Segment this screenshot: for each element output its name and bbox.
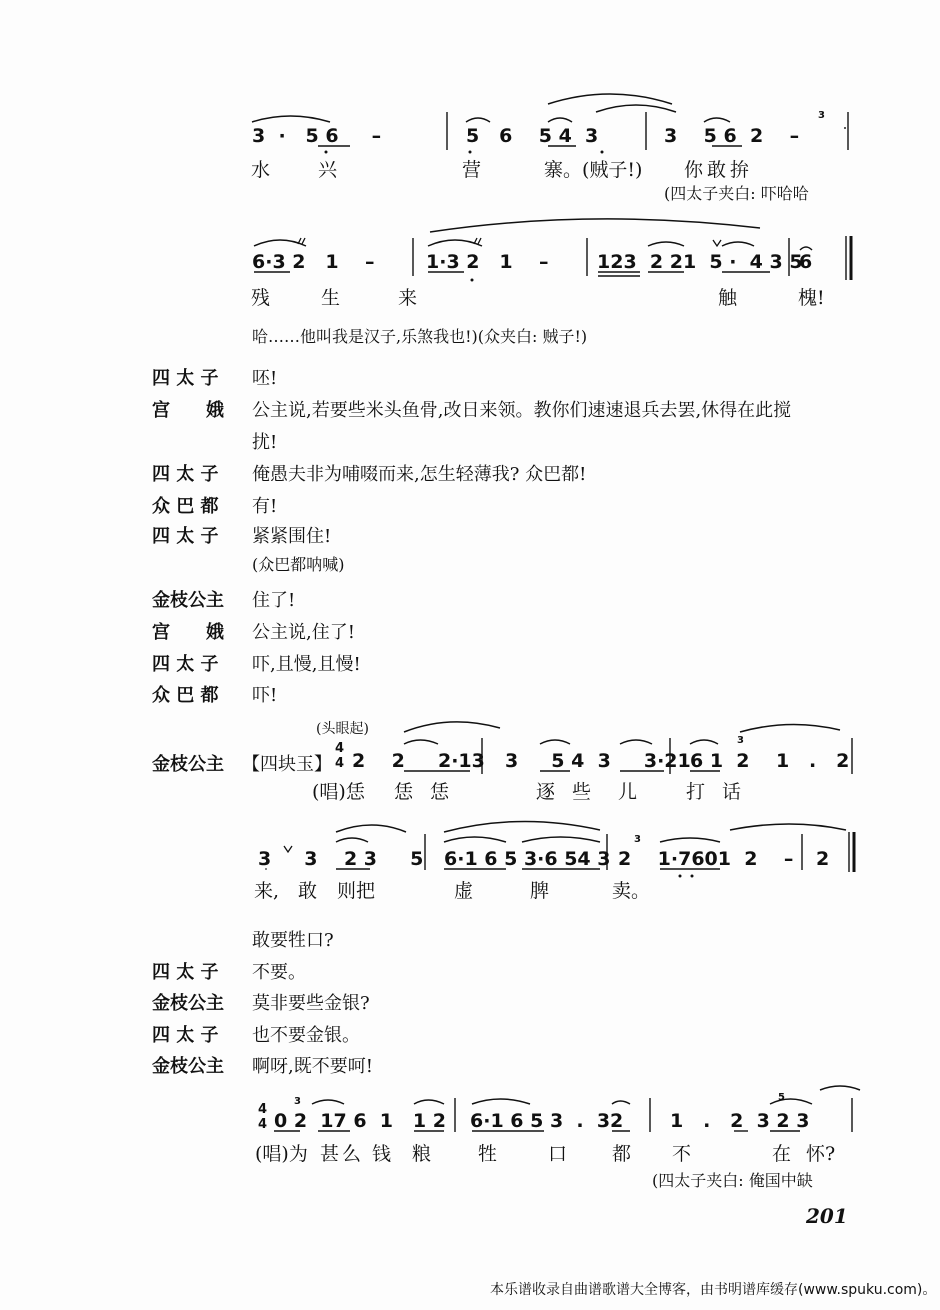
lyric: 触 — [718, 287, 738, 309]
speaker: 众 巴 都 — [152, 496, 219, 517]
notation-line: 5 6 5 4 3 — [466, 125, 599, 147]
lyric: 儿 — [618, 781, 638, 803]
lyric: 残 — [251, 287, 271, 309]
lyric: 营 — [462, 159, 482, 181]
stage-direction: (众巴都呐喊) — [252, 555, 345, 574]
notation-line: 1·3 2 1 – — [426, 251, 549, 273]
lyric: (唱)恁 — [312, 781, 365, 803]
speaker: 四 太 子 — [152, 654, 219, 675]
notation-line: 3 3 2 3 5 — [258, 848, 424, 870]
dialogue-line: 扰! — [252, 432, 278, 453]
notation-line: 0 2 17 6 1 1 2 — [274, 1110, 446, 1132]
lyric: 卖。 — [612, 880, 651, 902]
speaker: 宫 娥 — [152, 622, 224, 643]
tune-name: 【四块玉】 — [242, 754, 332, 775]
lyric: 水 — [251, 159, 271, 181]
time-sig-top: 4 — [258, 1102, 268, 1117]
speaker: 金枝公主 — [152, 754, 224, 775]
dialogue-line: 公主说,若要些米头鱼骨,改日来领。教你们速速退兵去罢,休得在此搅 — [252, 400, 792, 421]
lyric: 粮 — [412, 1143, 432, 1165]
lyric: 寨。(贼子!) — [544, 159, 643, 181]
speaker: 金枝公主 — [152, 1056, 224, 1077]
page-number: 201 — [806, 1204, 848, 1228]
lyric: 槐! — [798, 287, 825, 309]
grace-note: 3 — [737, 735, 744, 746]
aside-text: (四太子夹白: 俺国中缺 — [652, 1171, 813, 1190]
lyric: 来, — [254, 880, 280, 902]
dialogue-line: 住了! — [252, 590, 296, 611]
dialogue-line: 有! — [252, 496, 278, 517]
notation-line: 2 2 2·13 — [352, 750, 485, 772]
lyric: 来 — [398, 287, 418, 309]
speaker: 众 巴 都 — [152, 685, 219, 706]
notation-line: 6·1 6 5 3 . 32 — [470, 1110, 624, 1132]
grace-note: 3 — [294, 1096, 301, 1107]
notation-line: 3 5 4 3 3·21 — [505, 750, 691, 772]
lyric: 话 — [722, 781, 742, 803]
lyric: 恁 — [430, 781, 450, 803]
lyric: 兴 — [318, 159, 338, 181]
dialogue-line: 莫非要些金银? — [252, 993, 370, 1014]
notation-line: 6 — [799, 251, 813, 273]
speaker: 金枝公主 — [152, 590, 224, 611]
dialogue-line: 敢要牲口? — [252, 930, 334, 951]
aside-text: (四太子夹白: 吓哈哈 — [664, 184, 809, 203]
aside-text: 哈……他叫我是汉子,乐煞我也!)(众夹白: 贼子!) — [252, 327, 588, 346]
dialogue-line: 俺愚夫非为哺啜而来,怎生轻薄我? 众巴都! — [252, 464, 587, 485]
speaker: 四 太 子 — [152, 464, 219, 485]
dialogue-line: 不要。 — [252, 962, 306, 983]
notation-line: 6·1 6 5 3·6 54 3 — [444, 848, 611, 870]
notation-line: 2 — [816, 848, 830, 870]
dialogue-line: 吓! — [252, 685, 278, 706]
speaker: 四 太 子 — [152, 1025, 219, 1046]
lyric: 钱 — [372, 1143, 392, 1165]
lyric: 打 — [686, 781, 706, 803]
notation-line: 3 5 6 2 – — [664, 125, 800, 147]
speaker: 金枝公主 — [152, 993, 224, 1014]
lyric: 甚 — [320, 1143, 340, 1165]
lyric: 在 — [772, 1143, 792, 1165]
speaker: 四 太 子 — [152, 368, 219, 389]
lyric: 些 — [572, 781, 592, 803]
lyric: 牲 — [478, 1143, 498, 1165]
dialogue-line: 啊呀,既不要呵! — [252, 1056, 373, 1077]
grace-note: 3 — [634, 834, 641, 845]
lyric: 么 — [342, 1143, 362, 1165]
lyric: 敢 — [298, 880, 318, 902]
lyric: 口 — [548, 1143, 568, 1165]
grace-note: 5 — [778, 1092, 785, 1103]
grace-note: 3 — [818, 110, 825, 121]
lyric: 生 — [321, 287, 341, 309]
notation-line: 6·3 2 1 – — [252, 251, 375, 273]
notation-line: 123 2 21 5 · 4 3 5 — [597, 251, 803, 273]
notation-line: 3 · 5 6 – — [252, 125, 382, 147]
lyric: 脾 — [530, 880, 550, 902]
time-sig-top: 4 — [335, 741, 345, 756]
dialogue-line: 紧紧围住! — [252, 526, 332, 547]
dialogue-line: 公主说,住了! — [252, 622, 355, 643]
notation-line: 1 . 2 3 2 3 — [670, 1110, 810, 1132]
lyric: 你敢拚 — [684, 159, 754, 181]
lyric: 则把 — [337, 880, 376, 902]
dialogue-line: 吓,且慢,且慢! — [252, 654, 361, 675]
lyric: (唱)为 — [255, 1143, 308, 1165]
dialogue-line: 也不要金银。 — [252, 1025, 360, 1046]
time-sig-bottom: 4 — [335, 756, 345, 771]
footer-credit: 本乐谱收录自曲谱歌谱大全博客，由书明谱库缓存(www.spuku.com)。 — [490, 1282, 937, 1298]
notation-line: 6 1 2 1 . 2 — [690, 750, 850, 772]
lyric: 逐 — [536, 781, 556, 803]
speaker: 宫 娥 — [152, 400, 224, 421]
lyric: 恁 — [394, 781, 414, 803]
notation-line: 2 1·7601 2 – — [618, 848, 794, 870]
lyric: 怀? — [806, 1143, 836, 1165]
lyric: 虚 — [454, 880, 474, 902]
speaker: 四 太 子 — [152, 526, 219, 547]
lyric: 都 — [612, 1143, 632, 1165]
cue-text: (头眼起) — [316, 721, 369, 737]
time-sig-bottom: 4 — [258, 1117, 268, 1132]
dialogue-line: 呸! — [252, 368, 278, 389]
lyric: 不 — [672, 1143, 692, 1165]
speaker: 四 太 子 — [152, 962, 219, 983]
